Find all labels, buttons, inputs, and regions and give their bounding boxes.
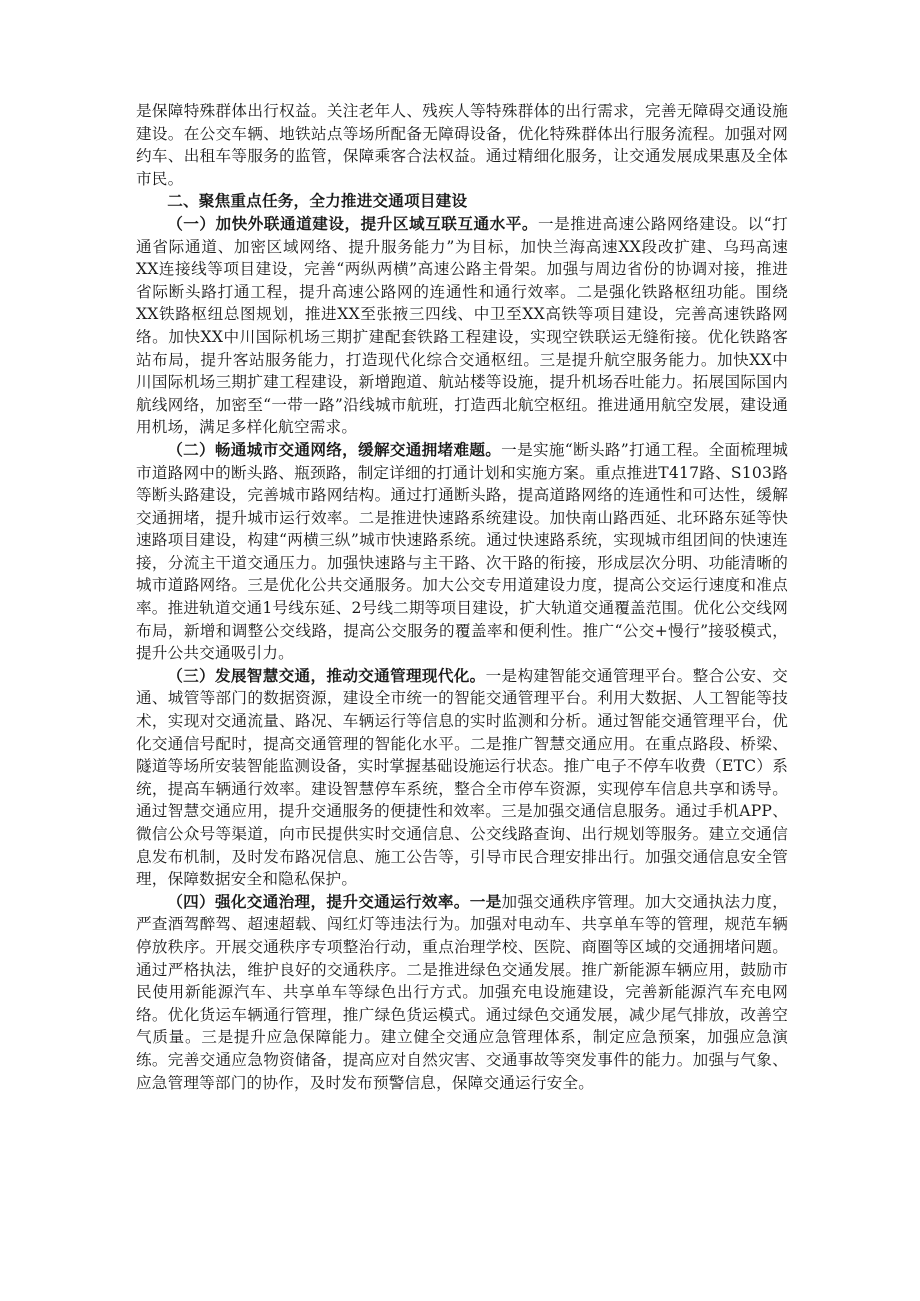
subsection-paragraph-4 bbox=[136, 891, 788, 1094]
subsection-lead-1: （一）加快外联通道建设，提升区域互联互通水平。 bbox=[167, 214, 538, 233]
subsection-body-1: 一是推进高速公路网络建设。以“打通省际通道、加密区域网络、提升服务能力”为目标，加快兰海高速XX段改扩建、乌玛高速XX连接线等项目建设，完善“两纵两横”高速公路主骨架。加强与周边省份的协调对接，推进省际断头路打通工程，提升高速公路网的连通性和通行效率。二是强化铁路枢纽功能。围绕XX铁路枢纽总图规划，推进XX至张掖三四线、中卫至XX高铁等项目建设，完善高速铁路网络。加快XX中川国际机场三期扩建配套铁路工程建设，实现空铁联运无缝衔接。优化铁路客站布局，提升客站服务能力，打造现代化综合交通枢纽。三是提升航空服务能力。加快XX中川国际机场三期扩建工程建设，新增跑道、航站楼等设施，提升机场吞吐能力。拓展国际国内航线网络，加密至“一带一路”沿线城市航班，打造西北航空枢纽。推进通用航空发展，建设通用机场，满足多样化航空需求。 bbox=[136, 214, 788, 437]
intro-paragraph: 是保障特殊群体出行权益。关注老年人、残疾人等特殊群体的出行需求，完善无障碍交通设施建设。在公交车辆、地铁站点等场所配备无障碍设备，优化特殊群体出行服务流程。加强对网约车、出租车等服务的监管，保障乘客合法权益。通过精细化服务，让交通发展成果惠及全体市民。 bbox=[136, 102, 788, 188]
subsection-paragraph-1 bbox=[136, 213, 788, 439]
subsection-body-2: 一是实施“断头路”打通工程。全面梳理城市道路网中的断头路、瓶颈路，制定详细的打通计划和实施方案。重点推进T417路、S103路等断头路建设，完善城市路网结构。通过打通断头路，提高道路网络的连通性和可达性，缓解交通拥堵，提升城市运行效率。二是推进快速路系统建设。加快南山路西延、北环路东延等快速路项目建设，构建“两横三纵”城市快速路系统。通过快速路系统，实现城市组团间的快速连接，分流主干道交通压力。加强快速路与主干路、次干路的衔接，形成层次分明、功能清晰的城市道路网络。三是优化公共交通服务。加大公交专用道建设力度，提高公交运行速度和准点率。推进轨道交通1号线东延、2号线二期等项目建设，扩大轨道交通覆盖范围。优化公交线网布局，新增和调整公交线路，提高公交服务的覆盖率和便利性。推广“公交+慢行”接驳模式，提升公共交通吸引力。 bbox=[136, 440, 788, 663]
subsection-lead-3: （三）发展智慧交通，推动交通管理现代化。 bbox=[167, 666, 486, 685]
section-heading: 二、聚焦重点任务，全力推进交通项目建设 bbox=[167, 192, 468, 211]
subsection-body-4: 加强交通秩序管理。加大交通执法力度，严查酒驾醉驾、超速超载、闯红灯等违法行为。加强对电动车、共享单车等的管理，规范车辆停放秩序。开展交通秩序专项整治行动，重点治理学校、医院、商圈等区域的交通拥堵问题。通过严格执法，维护良好的交通秩序。二是推进绿色交通发展。推广新能源车辆应用，鼓励市民使用新能源汽车、共享单车等绿色出行方式。加强充电设施建设，完善新能源汽车充电网络。优化货运车辆通行管理，推广绿色货运模式。通过绿色交通发展，减少尾气排放，改善空气质量。三是提升应急保障能力。建立健全交通应急管理体系，制定应急预案，加强应急演练。完善交通应急物资储备，提高应对自然灾害、交通事故等突发事件的能力。加强与气象、应急管理等部门的协作，及时发布预警信息，保障交通运行安全。 bbox=[136, 892, 789, 1092]
subsection-lead-4: （四）强化交通治理，提升交通运行效率。一是 bbox=[167, 892, 502, 911]
subsection-paragraph-2 bbox=[136, 439, 788, 665]
document-page bbox=[136, 100, 788, 1094]
subsection-paragraph-3 bbox=[136, 665, 788, 891]
subsection-body-3: 一是构建智能交通管理平台。整合公安、交通、城管等部门的数据资源，建设全市统一的智能交通管理平台。利用大数据、人工智能等技术，实现对交通流量、路况、车辆运行等信息的实时监测和分析。通过智能交通管理平台，优化交通信号配时，提高交通管理的智能化水平。二是推广智慧交通应用。在重点路段、桥梁、隧道等场所安装智能监测设备，实时掌握基础设施运行状态。推广电子不停车收费（ETC）系统，提高车辆通行效率。建设智慧停车系统，整合全市停车资源，实现停车信息共享和诱导。通过智慧交通应用，提升交通服务的便捷性和效率。三是加强交通信息服务。通过手机APP、微信公众号等渠道，向市民提供实时交通信息、公交线路查询、出行规划等服务。建立交通信息发布机制，及时发布路况信息、施工公告等，引导市民合理安排出行。加强交通信息安全管理，保障数据安全和隐私保护。 bbox=[136, 666, 788, 889]
subsection-lead-2: （二）畅通城市交通网络，缓解交通拥堵难题。 bbox=[167, 440, 502, 459]
